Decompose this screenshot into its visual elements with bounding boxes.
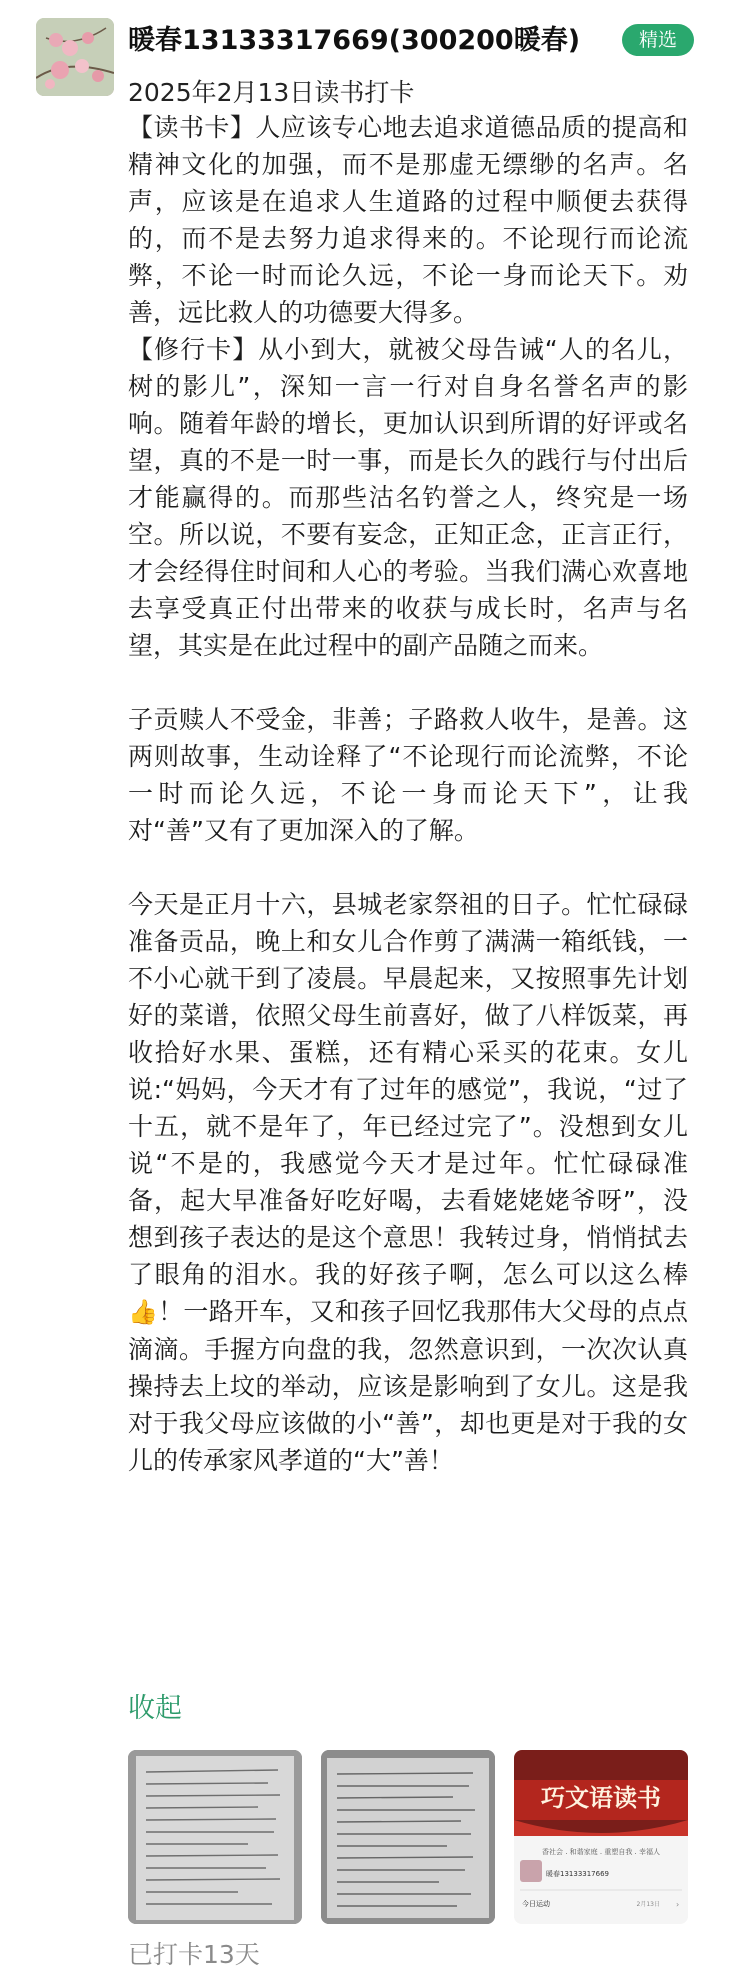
app-caption-line: 香社会 . 和谐家庭 . 重塑自我 . 幸福人 bbox=[541, 1848, 661, 1856]
chevron-right-icon: › bbox=[676, 1900, 680, 1909]
diary-paragraph bbox=[128, 886, 688, 1479]
diary-text-part2: ！一路开车，又和孩子回忆我那伟大父母的点点滴滴。手握方向盘的我，忽然意识到，一次次认真操持去上坟的举动，应该是影响到了女儿。这是我对于我父母应该做的小“善”，却也更是对于我的女儿的传承家风孝道的“大”善！ bbox=[128, 1297, 688, 1475]
username[interactable]: 暖春13133317669(300200暖春) bbox=[128, 25, 581, 56]
diary-text-part1: 今天是正月十六，县城老家祭祖的日子。忙忙碌碌准备贡品，晚上和女儿合作剪了满满一箱纸钱，一不小心就干到了凌晨。早晨起来，又按照事先计划好的菜谱，依照父母生前喜好，做了八样饭菜，再收拾好水果、蛋糕，还有精心采买的花束。女儿说:“妈妈，今天才有了过年的感觉”，我说，“过了十五，就不是年了，年已经过完了”。没想到女儿说“不是的，我感觉今天才是过年。忙忙碌碌准备，起大早准备好吃好喝，去看姥姥姥爷呀”，没想到孩子表达的是这个意思！我转过身，悄悄拭去了眼角的泪水。我的好孩子啊，怎么可以这么棒 bbox=[128, 890, 688, 1289]
practice-card-paragraph: 【修行卡】从小到大，就被父母告诫“人的名儿，树的影儿”，深知一言一行对自身名誉名声的影响。随着年龄的增长，更加认识到所谓的好评或名望，真的不是一时一事，而是长久的践行与付出后才能赢得的。而那些沽名钓誉之人，终究是一场空。所以说，不要有妄念，正知正念，正言正行，才会经得住时间和人心的考验。当我们满心欢喜地去享受真正付出带来的收获与成长时，名声与名望，其实是在此过程中的副产品随之而来。 bbox=[128, 335, 688, 660]
post-body bbox=[128, 109, 688, 1479]
paragraph-gap bbox=[128, 849, 688, 886]
reading-card-paragraph: 【读书卡】人应该专心地去追求道德品质的提高和精神文化的加强，而不是那虚无缥缈的名声。名声，应该是在追求人生道路的过程中顺便去获得的，而不是去努力追求得来的。不论现行而论流弊，不论一时而论久远，不论一身而论天下。劝善，远比救人的功德要大得多。 bbox=[128, 113, 688, 327]
handwritten-notes-photo-icon[interactable] bbox=[128, 1750, 302, 1924]
reading-app-screenshot-icon[interactable] bbox=[514, 1750, 688, 1924]
story-paragraph: 子贡赎人不受金，非善；子路救人收牛，是善。这两则故事，生动诠释了“不论现行而论流弊，不论一时而论久远，不论一身而论天下”，让我对“善”又有了更加深入的了解。 bbox=[128, 705, 688, 845]
app-mini-date: 2月13日 bbox=[636, 1901, 660, 1908]
app-mini-user: 暖春13133317669 bbox=[546, 1870, 609, 1878]
paragraph-gap bbox=[128, 664, 688, 701]
avatar[interactable] bbox=[36, 18, 114, 96]
collapse-button[interactable]: 收起 bbox=[128, 1693, 182, 1724]
handwritten-notes-photo-icon[interactable] bbox=[321, 1750, 495, 1924]
blossom-avatar-icon bbox=[36, 18, 114, 96]
app-banner-text: 巧文语读书 bbox=[541, 1783, 661, 1812]
featured-badge: 精选 bbox=[622, 24, 694, 56]
thumbs-up-icon: 👍 bbox=[128, 1298, 159, 1326]
app-mini-label: 今日运动 bbox=[522, 1900, 550, 1908]
image-gallery bbox=[128, 1750, 688, 1926]
checkin-count: 已打卡13天 bbox=[128, 1940, 260, 1969]
checkin-date: 2025年2月13日读书打卡 bbox=[128, 78, 415, 107]
